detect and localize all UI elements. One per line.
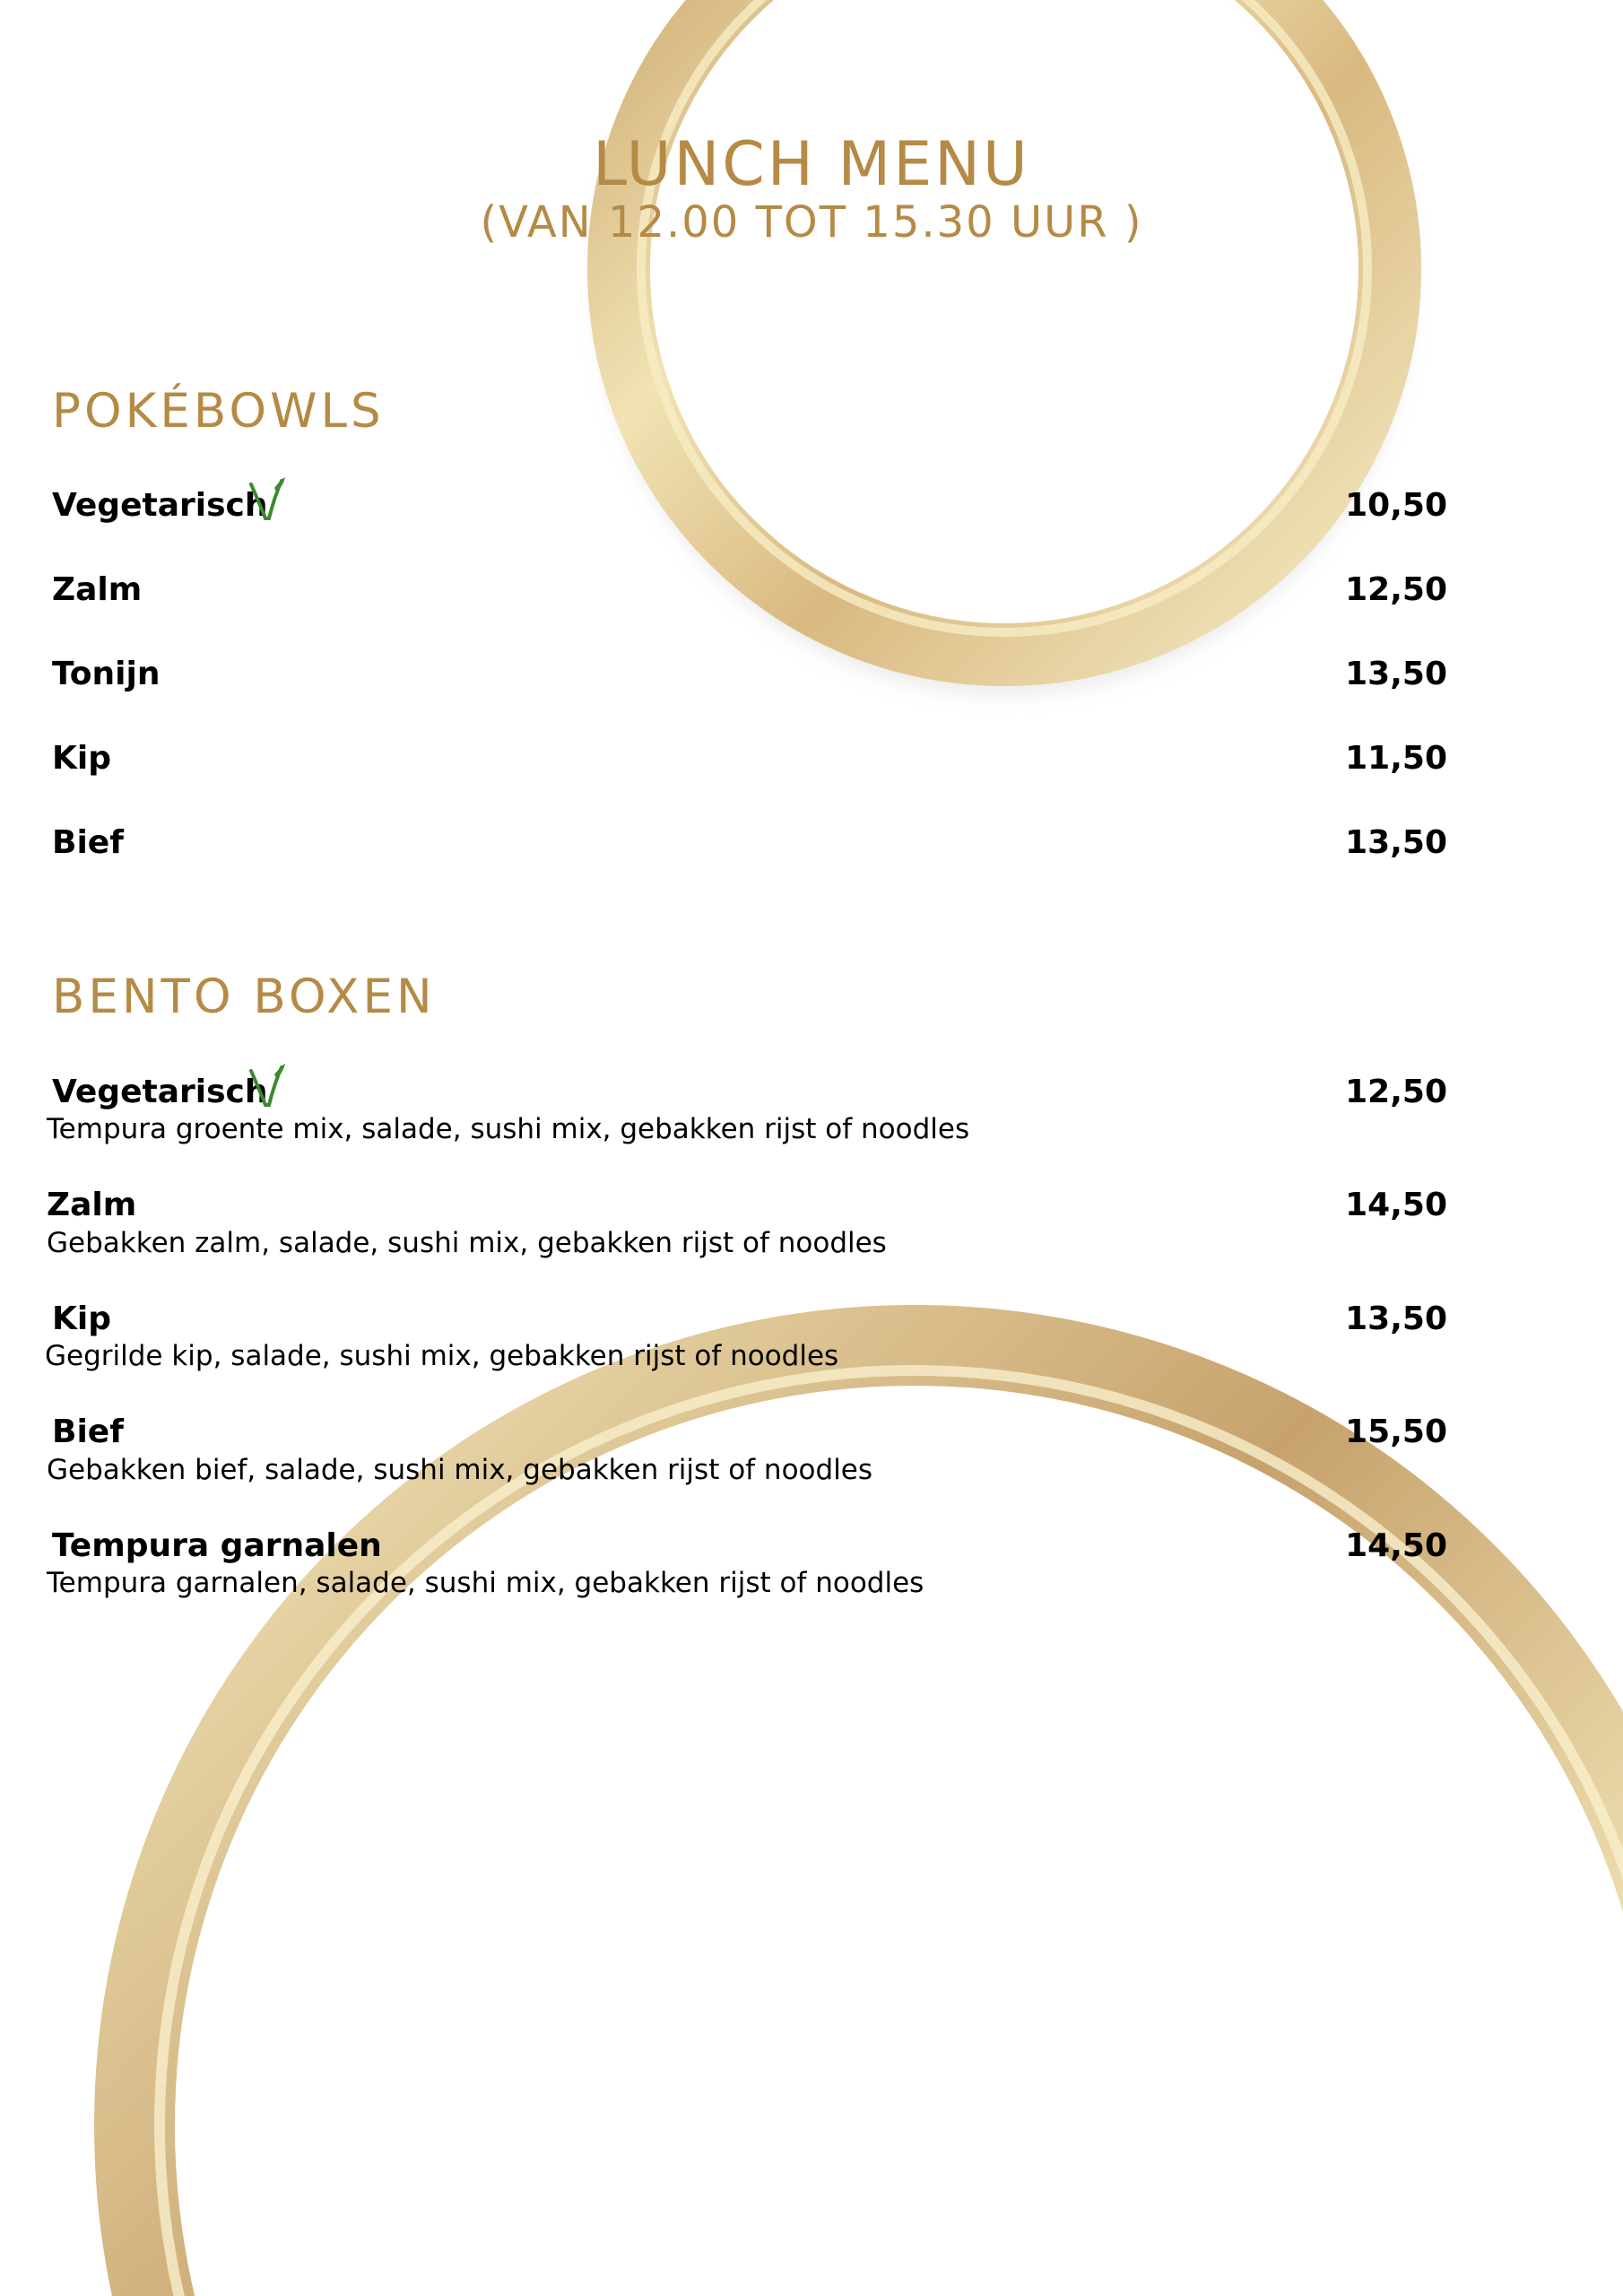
bento-item-name: Zalm: [47, 1187, 137, 1223]
section-heading-bento-boxen: BENTO BOXEN: [52, 970, 436, 1024]
bento-item-description: Tempura groente mix, salade, sushi mix, gebakken rijst of noodles: [47, 1113, 970, 1145]
bento-item-name: Vegetarisch: [52, 1074, 268, 1110]
bento-item-price: 15,50: [1345, 1413, 1447, 1450]
pokebowl-item-name: Zalm: [52, 571, 143, 608]
bento-item-description: Gegrilde kip, salade, sushi mix, gebakken rijst of noodles: [45, 1340, 839, 1372]
page-title: LUNCH MENU: [593, 129, 1030, 200]
page-subtitle-hours: (VAN 12.00 TOT 15.30 UUR ): [480, 197, 1143, 248]
pokebowl-item-price: 13,50: [1345, 824, 1447, 861]
pokebowl-item-price: 11,50: [1345, 740, 1447, 777]
bento-item-price: 14,50: [1345, 1527, 1447, 1564]
pokebowl-item-name: Vegetarisch: [52, 487, 268, 524]
pokebowl-item-price: 10,50: [1345, 487, 1447, 524]
pokebowl-item-name: Bief: [52, 824, 124, 861]
pokebowl-item-name: Kip: [52, 740, 112, 777]
bottom-gold-ring: [126, 1345, 1623, 2296]
section-heading-pokebowls: POKÉBOWLS: [52, 384, 385, 439]
pokebowl-item-price: 12,50: [1345, 571, 1447, 608]
bento-item-description: Gebakken zalm, salade, sushi mix, gebakken rijst of noodles: [47, 1227, 887, 1259]
bento-item-description: Tempura garnalen, salade, sushi mix, gebakken rijst of noodles: [47, 1567, 924, 1599]
vegan-leaf-icon: [247, 1062, 287, 1109]
bento-item-name: Bief: [52, 1413, 124, 1450]
bento-item-price: 12,50: [1345, 1074, 1447, 1110]
top-gold-ring: [610, 0, 1399, 682]
bento-item-description: Gebakken bief, salade, sushi mix, gebakken rijst of noodles: [47, 1454, 873, 1486]
bento-item-name: Kip: [52, 1300, 112, 1337]
bento-item-name: Tempura garnalen: [52, 1527, 382, 1564]
bento-item-price: 14,50: [1345, 1187, 1447, 1223]
vegan-leaf-icon: [247, 475, 287, 522]
bento-item-price: 13,50: [1345, 1300, 1447, 1337]
menu-header: [0, 129, 1623, 249]
pokebowl-item-name: Tonijn: [52, 656, 161, 692]
pokebowl-item-price: 13,50: [1345, 656, 1447, 692]
